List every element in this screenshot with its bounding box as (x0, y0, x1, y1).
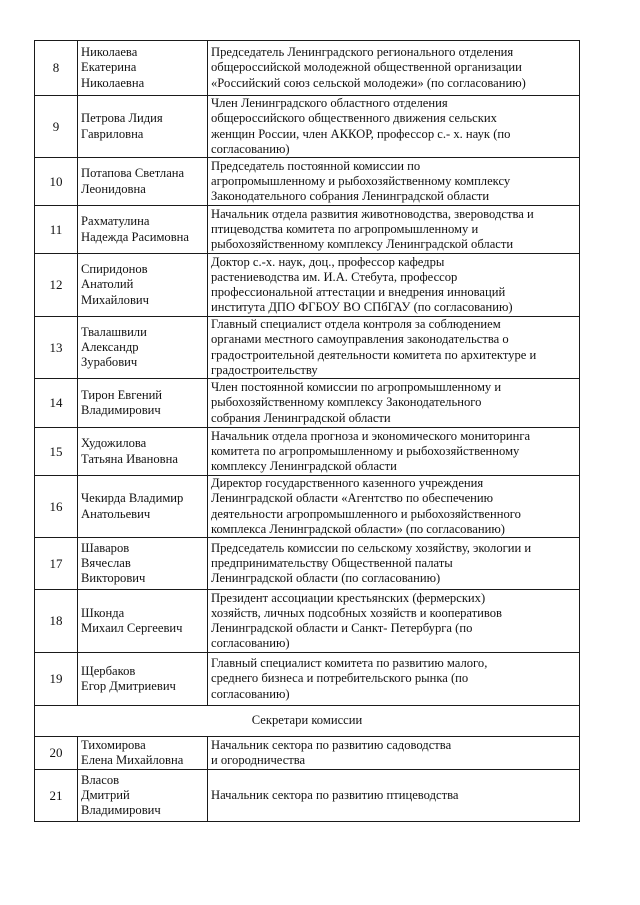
position-line: предпринимательству Общественной палаты (211, 555, 453, 570)
name-line: Шаваров (81, 540, 130, 555)
commission-members-table (34, 40, 580, 822)
member-name (78, 41, 208, 96)
row-number: 17 (35, 538, 78, 590)
row-number: 11 (35, 206, 78, 254)
table-row (35, 476, 580, 538)
member-position (208, 379, 580, 428)
name-line: Потапова Светлана (81, 166, 185, 181)
name-line: Шконда (81, 605, 125, 620)
position-line: собрания Ленинградской области (211, 410, 391, 425)
member-name (78, 206, 208, 254)
position-line: женщин России, член АККОР, профессор с.- х. наук (по (211, 126, 511, 141)
member-position (208, 41, 580, 96)
position-line: «Российский союз сельской молодежи» (по согласованию) (211, 75, 526, 90)
row-number: 8 (35, 41, 78, 96)
position-line: растениеводства им. И.А. Стебута, профессор (211, 269, 458, 284)
row-number: 18 (35, 590, 78, 653)
name-line: Твалашвили (81, 324, 147, 339)
secretary-position (208, 737, 580, 770)
name-line: Тихомирова (81, 737, 146, 752)
name-line: Вячеслав (81, 555, 131, 570)
position-line: согласованию) (211, 636, 290, 651)
position-line: Директор государственного казенного учреждения (211, 476, 484, 491)
position-line: Ленинградской области и Санкт- Петербурга (по (211, 621, 473, 635)
position-line: Председатель постоянной комиссии по (211, 158, 421, 173)
row-number: 20 (35, 737, 78, 770)
name-line: Михаил Сергеевич (81, 621, 183, 635)
position-line: Председатель Ленинградского регионального отделения (211, 45, 514, 60)
name-line: Анатольевич (81, 506, 151, 521)
position-line: Доктор с.-х. наук, доц., профессор кафедры (211, 254, 445, 269)
member-name (78, 379, 208, 428)
name-line: Дмитрий (81, 787, 130, 802)
secretary-name (78, 770, 208, 822)
row-number: 10 (35, 158, 78, 206)
name-line: Надежда Расимовна (81, 229, 189, 244)
member-position (208, 254, 580, 317)
position-line: общероссийского общественного движения сельских (211, 111, 497, 126)
member-position (208, 590, 580, 653)
member-name (78, 96, 208, 158)
member-name (78, 254, 208, 317)
position-line: агропромышленному и рыбохозяйственному комплексу (211, 173, 511, 188)
row-number: 21 (35, 770, 78, 822)
table-row (35, 538, 580, 590)
table-row (35, 254, 580, 317)
name-line: Александр (81, 339, 139, 354)
position-line: деятельности агропромышленного и рыбохозяйственного (211, 506, 521, 521)
secretaries-heading: Секретари комиссии (35, 706, 580, 737)
member-position (208, 428, 580, 476)
position-line: среднего бизнеса и потребительского рынка (по (211, 671, 469, 686)
row-number: 14 (35, 379, 78, 428)
position-line: рыбохозяйственному комплексу Законодательного (211, 395, 482, 410)
position-line: профессиональной аттестации и внедрения инноваций (211, 285, 506, 299)
name-line: Михайлович (81, 292, 149, 307)
member-position (208, 653, 580, 706)
position-line: общероссийской молодежной общественной организации (211, 60, 522, 75)
member-name (78, 653, 208, 706)
name-line: Тирон Евгений (81, 387, 163, 402)
member-name (78, 590, 208, 653)
position-line: Законодательного собрания Ленинградской области (211, 189, 490, 204)
table-row (35, 428, 580, 476)
row-number: 13 (35, 317, 78, 379)
position-line: градостроительной деятельности комитета по архитектуре и (211, 347, 537, 362)
position-line: комплекса Ленинградской области» (по согласованию) (211, 521, 505, 536)
table-row (35, 653, 580, 706)
row-number: 12 (35, 254, 78, 317)
name-line: Спиридонов (81, 262, 148, 277)
position-line: Член Ленинградского областного отделения (211, 96, 448, 111)
secretary-name (78, 737, 208, 770)
row-number: 19 (35, 653, 78, 706)
position-line: Член постоянной комиссии по агропромышленному и (211, 380, 502, 395)
position-line: Председатель комиссии по сельскому хозяйству, экологии и (211, 540, 532, 555)
table-row (35, 737, 580, 770)
position-line: согласованию) (211, 686, 290, 701)
position-line: Начальник сектора по развитию садоводства (211, 737, 452, 752)
name-line: Власов (81, 772, 120, 787)
position-line: Главный специалист комитета по развитию малого, (211, 656, 488, 671)
name-line: Владимирович (81, 403, 161, 417)
position-line: и огородничества (211, 753, 306, 767)
table-row (35, 158, 580, 206)
row-number: 16 (35, 476, 78, 538)
position-line: Ленинградской области «Агентство по обеспечению (211, 491, 494, 506)
member-position (208, 476, 580, 538)
row-number: 9 (35, 96, 78, 158)
member-name (78, 476, 208, 538)
position-line: комплексу Ленинградской области (211, 459, 397, 474)
table-body (35, 41, 580, 822)
table-row (35, 41, 580, 96)
name-line: Егор Дмитриевич (81, 679, 176, 693)
row-number: 15 (35, 428, 78, 476)
table-row (35, 206, 580, 254)
name-line: Татьяна Ивановна (81, 451, 178, 466)
name-line: Елена Михайловна (81, 753, 184, 767)
position-line: органами местного самоуправления законодательства о (211, 332, 509, 347)
table-row (35, 317, 580, 379)
member-name (78, 158, 208, 206)
name-line: Викторович (81, 571, 146, 586)
table-row (35, 96, 580, 158)
position-line: хозяйств, личных подсобных хозяйств и кооперативов (211, 605, 502, 620)
name-line: Чекирда Владимир (81, 491, 184, 506)
member-name (78, 317, 208, 379)
position-line: комитета по агропромышленному и рыбохозяйственному (211, 443, 520, 458)
name-line: Зурабович (81, 355, 138, 370)
table-row (35, 590, 580, 653)
name-line: Леонидовна (81, 181, 146, 196)
name-line: Художилова (81, 436, 147, 451)
position-line: градостроительству (211, 362, 318, 377)
position-line: Начальник отдела прогноза и экономического мониторинга (211, 428, 531, 443)
member-name (78, 538, 208, 590)
position-line: птицеводства комитета по агропромышленному и (211, 221, 479, 236)
position-line: согласованию) (211, 141, 290, 156)
position-line: рыбохозяйственному комплексу Ленинградской области (211, 237, 514, 252)
name-line: Екатерина (81, 60, 137, 75)
member-position (208, 317, 580, 379)
table-row (35, 379, 580, 428)
section-heading-row (35, 706, 580, 737)
position-line: института ДПО ФГБОУ ВО СПбГАУ (по согласованию) (211, 300, 513, 315)
member-position (208, 158, 580, 206)
member-position (208, 206, 580, 254)
position-line: Начальник сектора по развитию птицеводства (211, 787, 459, 802)
name-line: Щербаков (81, 663, 136, 678)
member-position (208, 96, 580, 158)
position-line: Начальник отдела развития животноводства, звероводства и (211, 206, 534, 221)
name-line: Рахматулина (81, 214, 150, 229)
table-row (35, 770, 580, 822)
name-line: Петрова Лидия (81, 111, 163, 126)
member-name (78, 428, 208, 476)
name-line: Анатолий (81, 277, 134, 292)
name-line: Николаевна (81, 75, 145, 90)
name-line: Владимирович (81, 803, 161, 818)
secretary-position (208, 770, 580, 822)
position-line: Главный специалист отдела контроля за соблюдением (211, 317, 501, 332)
member-position (208, 538, 580, 590)
name-line: Гавриловна (81, 126, 144, 141)
name-line: Николаева (81, 45, 138, 60)
position-line: Президент ассоциации крестьянских (фермерских) (211, 590, 486, 605)
position-line: Ленинградской области (по согласованию) (211, 571, 441, 586)
